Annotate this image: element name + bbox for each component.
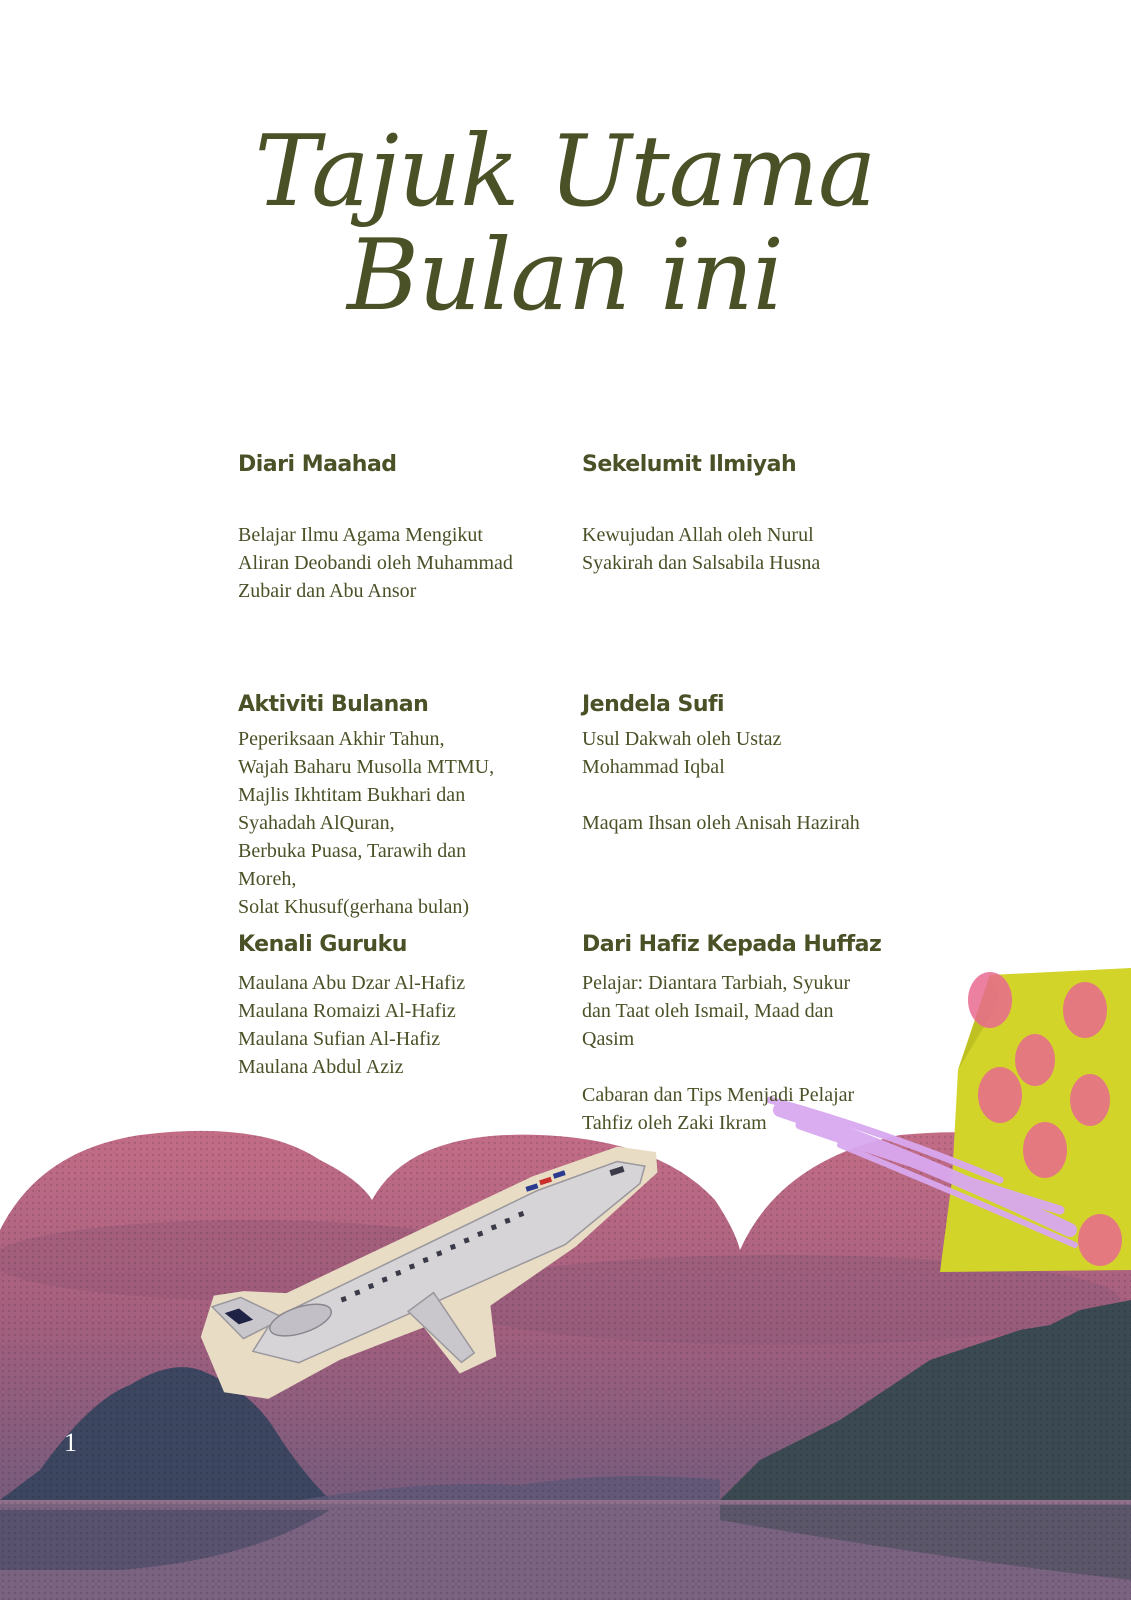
section-sekelumit-ilmiyah (582, 452, 902, 577)
section-jendela-sufi (582, 692, 902, 837)
section-diari-maahad (238, 452, 558, 605)
page-title (180, 115, 950, 333)
section-body: Kewujudan Allah oleh Nurul Syakirah dan Salsabila Husna (582, 524, 821, 574)
section-heading: Aktiviti Bulanan (238, 692, 429, 717)
section-body: Pelajar: Diantara Tarbiah, Syukur dan Taat oleh Ismail, Maad dan Qasim Cabaran dan Tips Menjadi Pelajar Tahfiz oleh Zaki Ikram (582, 972, 855, 1134)
section-body: Usul Dakwah oleh Ustaz Mohammad Iqbal Maqam Ihsan oleh Anisah Hazirah (582, 728, 860, 834)
section-dari-hafiz-kepada-huffaz (582, 932, 902, 1137)
section-kenali-guruku (238, 932, 558, 1081)
page-title-line2: Bulan ini (347, 219, 783, 333)
section-heading: Jendela Sufi (582, 692, 725, 717)
section-body: Belajar Ilmu Agama Mengikut Aliran Deobandi oleh Muhammad Zubair dan Abu Ansor (238, 524, 513, 602)
section-body: Peperiksaan Akhir Tahun, Wajah Baharu Musolla MTMU, Majlis Ikhtitam Bukhari dan Syahadah AlQuran, Berbuka Puasa, Tarawih dan Moreh, Solat Khusuf(gerhana bulan) (238, 728, 495, 918)
section-heading: Diari Maahad (238, 452, 397, 477)
section-heading: Sekelumit Ilmiyah (582, 452, 797, 477)
page-title-line1: Tajuk Utama (254, 115, 876, 229)
section-heading: Dari Hafiz Kepada Huffaz (582, 932, 882, 957)
section-body: Maulana Abu Dzar Al-Hafiz Maulana Romaizi Al-Hafiz Maulana Sufian Al-Hafiz Maulana Abdul Aziz (238, 972, 466, 1078)
section-heading: Kenali Guruku (238, 932, 407, 957)
section-aktiviti-bulanan (238, 692, 558, 921)
page-number: 1 (64, 1428, 77, 1457)
